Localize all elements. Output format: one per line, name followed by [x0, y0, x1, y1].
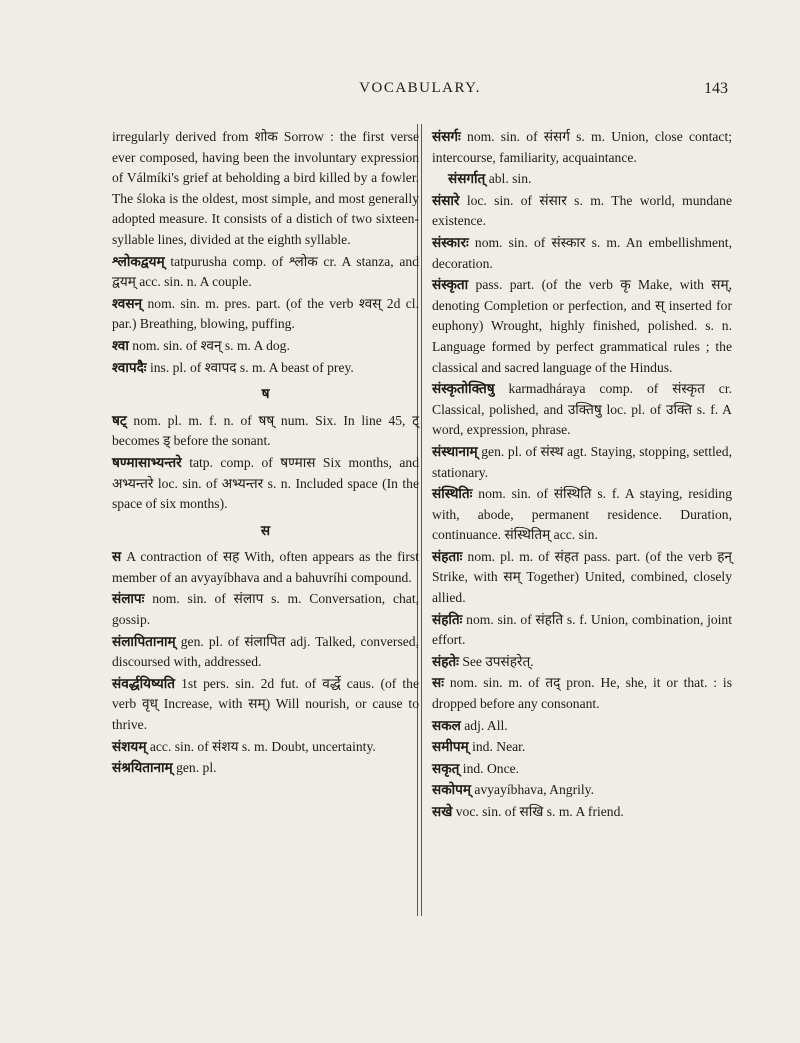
vocabulary-entry — [432, 191, 732, 232]
vocabulary-entry — [432, 610, 732, 651]
entry-definition: adj. All. — [464, 717, 508, 733]
entry-definition: nom. sin. of संहति s. f. Union, combination, joint effort. — [432, 611, 732, 648]
vocabulary-entry — [432, 780, 732, 801]
entry-headword: संस्कृतोक्तिषु — [432, 381, 495, 397]
running-title: VOCABULARY. — [359, 80, 481, 96]
entry-definition: nom. sin. m. pres. part. (of the verb श्वस् 2d cl. par.) Breathing, blowing, puffing. — [112, 295, 419, 332]
entry-headword: सखे — [432, 804, 453, 819]
vocabulary-entry — [112, 252, 419, 293]
entry-headword: सः — [432, 675, 444, 691]
entry-definition: karmadháraya comp. of संस्कृत cr. Classical, polished, and उक्तिषु loc. pl. of उक्ति s. f. A word, expression, phrase. — [432, 381, 732, 438]
vocabulary-entry — [112, 294, 419, 335]
entry-definition: ind. Near. — [472, 739, 526, 755]
entry-definition: 1st pers. sin. 2d fut. of वर्द्धे caus. (of the verb वृध् Increase, with सम्) Will nourish, or cause to thrive. — [112, 675, 419, 733]
entry-definition: ins. pl. of श्वापद s. m. A beast of prey. — [149, 359, 354, 375]
vocabulary-entry — [432, 442, 732, 483]
entry-definition: ind. Once. — [462, 760, 520, 776]
entry-headword: संवर्द्धयिष्यति — [112, 675, 175, 691]
entry-definition: gen. pl. of संस्थ agt. Staying, stopping, settled, stationary. — [432, 443, 732, 480]
entry-group-c — [112, 547, 419, 779]
entry-definition: nom. sin. of संस्थिति s. f. A staying, residing with, abode, permanent residence. Duration, continuance. संस्थितिम् acc. sin. — [432, 486, 732, 543]
entry-headword: संहतिः — [432, 611, 463, 627]
vocabulary-entry — [112, 758, 419, 779]
page-number: 143 — [704, 80, 728, 97]
entry-headword: षट् — [112, 412, 127, 428]
entry-definition: nom. sin. of श्वन् s. m. A dog. — [132, 337, 290, 353]
vocabulary-entry — [112, 674, 419, 736]
entry-definition: nom. pl. m. of संहत pass. part. (of the verb हन् Strike, with सम् Together) United, combined, closely allied. — [432, 548, 732, 606]
section-letter-sa: स — [260, 522, 271, 538]
vocabulary-entry — [432, 379, 732, 441]
vocabulary-entry — [432, 759, 732, 780]
entry-headword: सकल — [432, 717, 461, 733]
entry-headword: संसारे — [432, 192, 460, 208]
vocabulary-entry — [112, 453, 419, 515]
entry-headword: संसर्गात् — [448, 171, 486, 187]
vocabulary-entry — [432, 802, 732, 823]
entry-headword: संहतेः — [432, 653, 459, 669]
right-column — [432, 127, 732, 824]
vocabulary-entry — [112, 632, 419, 673]
vocabulary-entry — [432, 275, 732, 378]
entry-definition: pass. part. (of the verb कृ Make, with सम्, denoting Completion or perfection, and स् inserted for euphony) Wrought, highly finished, polished. s. n. Language formed by perfect grammatical rules ; the classical and sacred language of the Hindus. — [432, 277, 732, 375]
vocabulary-entry — [432, 737, 732, 758]
entry-definition: gen. pl. of संलापित adj. Talked, conversed, discoursed with, addressed. — [112, 633, 419, 670]
entry-headword: सकृत् — [432, 760, 460, 776]
entry-definition: nom. sin. of संसर्ग s. m. Union, close contact; intercourse, familiarity, acquaintance. — [432, 129, 732, 165]
vocabulary-entry — [432, 547, 732, 609]
entry-headword: संस्कृता — [432, 277, 469, 293]
entry-headword: स — [112, 549, 122, 565]
entry-definition: abl. sin. — [488, 171, 532, 187]
entry-headword: श्लोकद्वयम् — [112, 253, 165, 269]
vocabulary-entry — [432, 233, 732, 274]
entry-group-b — [112, 411, 419, 515]
entry-definition: tatpurusha comp. of श्लोक cr. A stanza, and द्वयम् acc. sin. n. A couple. — [112, 253, 419, 290]
vocabulary-entry — [432, 127, 732, 168]
entry-definition: acc. sin. of संशय s. m. Doubt, uncertainty. — [149, 738, 376, 754]
entry-headword: संहताः — [432, 548, 463, 564]
entry-headword: संस्थितिः — [432, 486, 473, 502]
vocabulary-entry — [112, 737, 419, 758]
page-header — [110, 80, 730, 102]
entry-definition: voc. sin. of सखि s. m. A friend. — [455, 804, 624, 819]
entry-definition: A contraction of सह With, often appears as the first member of an avyayíbhava and a bahuvríhi compound. — [112, 549, 419, 585]
entry-headword: संश्रयितानाम् — [112, 760, 173, 776]
entry-headword: संस्कारः — [432, 234, 469, 250]
vocabulary-entry — [432, 716, 732, 737]
entry-definition: avyayíbhava, Angrily. — [474, 782, 594, 798]
entry-headword: श्वापदैः — [112, 359, 147, 375]
left-column — [112, 127, 419, 780]
vocabulary-entry — [112, 411, 419, 452]
entry-headword: षण्मासाभ्यन्तरे — [112, 454, 182, 470]
entry-definition: nom. pl. m. f. n. of षष् num. Six. In line 45, ट् becomes ड् before the sonant. — [112, 412, 419, 449]
vocabulary-entry — [112, 547, 419, 588]
entry-headword: संसर्गः — [432, 129, 461, 144]
vocabulary-entry — [432, 169, 732, 190]
entry-headword: संशयम् — [112, 738, 147, 754]
entry-definition: gen. pl. — [176, 760, 217, 776]
entry-definition: tatp. comp. of षण्मास Six months, and अभ्यन्तरे loc. sin. of अभ्यन्तर s. n. Included space (In the space of six months). — [112, 454, 419, 512]
entry-headword: श्वा — [112, 337, 129, 353]
entry-group-a — [112, 252, 419, 379]
entry-definition: nom. sin. of संस्कार s. m. An embellishment, decoration. — [432, 234, 732, 271]
entry-group-right — [432, 127, 732, 823]
vocabulary-entry — [112, 336, 419, 357]
entry-definition: See उपसंहरेत्. — [462, 653, 534, 669]
entry-headword: संलापः — [112, 591, 145, 607]
entry-definition: nom. sin. m. of तद् pron. He, she, it or that. : is dropped before any consonant. — [432, 675, 732, 712]
vocabulary-entry — [112, 589, 419, 630]
entry-definition: loc. sin. of संसार s. m. The world, mundane existence. — [432, 192, 732, 229]
section-letter-sha: ष — [261, 386, 270, 402]
entry-definition: nom. sin. of संलाप s. m. Conversation, chat, gossip. — [112, 591, 419, 628]
entry-headword: संलापितानाम् — [112, 633, 176, 649]
entry-headword: संस्थानाम् — [432, 443, 478, 459]
vocabulary-entry — [112, 358, 419, 379]
entry-headword: सकोपम् — [432, 782, 472, 798]
entry-headword: श्वसन् — [112, 295, 143, 311]
vocabulary-entry — [432, 484, 732, 546]
vocabulary-entry — [432, 652, 732, 673]
intro-paragraph: irregularly derived from शोक Sorrow : the first verse ever composed, having been the involuntary expression of Válmíki's grief at beholding a bird killed by a fowler. The śloka is the oldest, most simple, and most generally adopted measure. It consists of a distich of two sixteen-syllable lines, divided at the eighth syllable. — [112, 129, 419, 247]
vocabulary-entry — [432, 673, 732, 714]
entry-headword: समीपम् — [432, 739, 469, 755]
